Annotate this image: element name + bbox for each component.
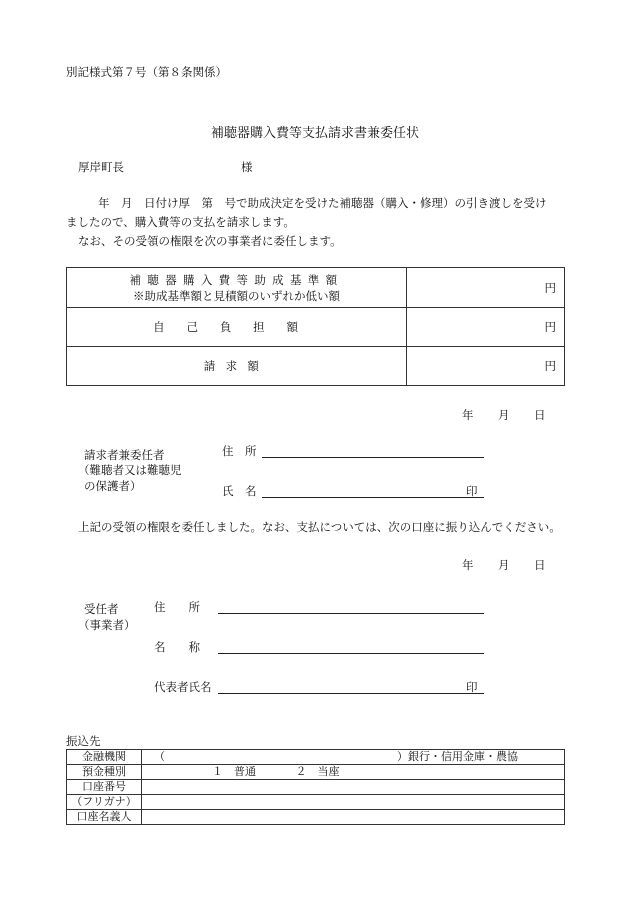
addressee-honorific: 様 — [241, 160, 253, 174]
bank-holder-field[interactable] — [142, 810, 565, 825]
requester-label-line3: の保護者） — [84, 479, 142, 493]
requester-address-field[interactable] — [262, 457, 484, 458]
requester-address-label: 住 所 — [222, 444, 257, 458]
self-pay-label: 自己負担額 — [153, 320, 320, 334]
date1-month: 月 — [498, 408, 510, 422]
delegate-address-label: 住 所 — [154, 600, 200, 614]
date2-month: 月 — [498, 558, 510, 572]
claim-value[interactable] — [407, 347, 565, 386]
date2-day: 日 — [534, 558, 546, 572]
date1-year: 年 — [462, 408, 474, 422]
yen-unit: 円 — [544, 359, 556, 373]
delegate-label-line2: （事業者） — [78, 618, 136, 632]
account-type-option-current[interactable]: ２ 当座 — [295, 765, 340, 778]
amount-label-cell — [67, 268, 407, 308]
bank-table — [66, 749, 565, 825]
bank-header-furigana: （フリガナ） — [67, 795, 142, 810]
page-title: 補聴器購入費等支払請求書兼委任状 — [210, 126, 419, 141]
requester-label-line1: 請求者兼委任者 — [84, 448, 165, 462]
requester-label-line2: （難聴者又は難聴児 — [78, 463, 182, 477]
delegate-rep-label: 代表者氏名 — [154, 680, 212, 694]
bank-header-account-number: 口座番号 — [67, 780, 142, 795]
standard-amount-value[interactable] — [407, 268, 565, 308]
bank-row-account-type — [67, 765, 565, 780]
delegate-address-field[interactable] — [218, 613, 484, 614]
delegation-text: 上記の受領の権限を委任しました。なお、支払については、次の口座に振り込んでください。 — [78, 520, 561, 534]
bank-section-label: 振込先 — [66, 734, 101, 748]
institution-open-paren: （ — [154, 750, 165, 763]
yen-unit: 円 — [544, 320, 556, 334]
requester-seal: 印 — [466, 484, 478, 498]
amount-label-cell — [67, 308, 407, 347]
delegate-name-label: 名 称 — [154, 640, 200, 654]
delegate-rep-field[interactable] — [218, 693, 484, 694]
delegate-label-line1: 受任者 — [84, 602, 119, 616]
amount-row-standard — [67, 268, 565, 308]
body-text-line1: 年 月 日付け厚 第 号で助成決定を受けた補聴器（購入・修理）の引き渡しを受け — [98, 196, 547, 210]
bank-furigana-field[interactable] — [142, 795, 565, 810]
institution-type: ）銀行・信用金庫・農協 — [397, 750, 518, 763]
addressee-name: 厚岸町長 — [78, 160, 124, 174]
body-text-line2: ましたので、購入費等の支払を請求します。 — [66, 215, 295, 229]
amount-row-self-pay — [67, 308, 565, 347]
body-text-line3: なお、その受領の権限を次の事業者に委任します。 — [78, 234, 342, 248]
bank-account-number-field[interactable] — [142, 780, 565, 795]
bank-row-account-number — [67, 780, 565, 795]
bank-row-furigana — [67, 795, 565, 810]
bank-row-holder — [67, 810, 565, 825]
requester-name-field[interactable] — [262, 497, 484, 498]
bank-header-account-type: 預金種別 — [67, 765, 142, 780]
requester-name-label: 氏 名 — [222, 484, 257, 498]
date1-day: 日 — [534, 408, 546, 422]
standard-amount-note: ※助成基準額と見積額のいずれか低い額 — [133, 288, 340, 303]
delegate-seal: 印 — [466, 680, 478, 694]
amount-row-claim — [67, 347, 565, 386]
self-pay-value[interactable] — [407, 308, 565, 347]
yen-unit: 円 — [544, 280, 556, 295]
amount-label-cell — [67, 347, 407, 386]
date2-year: 年 — [462, 558, 474, 572]
account-type-option-ordinary[interactable]: １ 普通 — [212, 765, 256, 778]
claim-label: 請求額 — [203, 359, 270, 373]
bank-account-type-field[interactable] — [142, 765, 565, 780]
bank-header-institution: 金融機関 — [67, 750, 142, 765]
bank-header-holder: 口座名義人 — [67, 810, 142, 825]
form-number: 別記様式第７号（第８条関係） — [66, 65, 227, 79]
bank-row-institution — [67, 750, 565, 765]
amount-table — [66, 267, 565, 386]
bank-institution-field[interactable] — [142, 750, 565, 765]
standard-amount-label: 補聴器購入費等助成基準額 — [129, 272, 344, 287]
delegate-name-field[interactable] — [218, 653, 484, 654]
